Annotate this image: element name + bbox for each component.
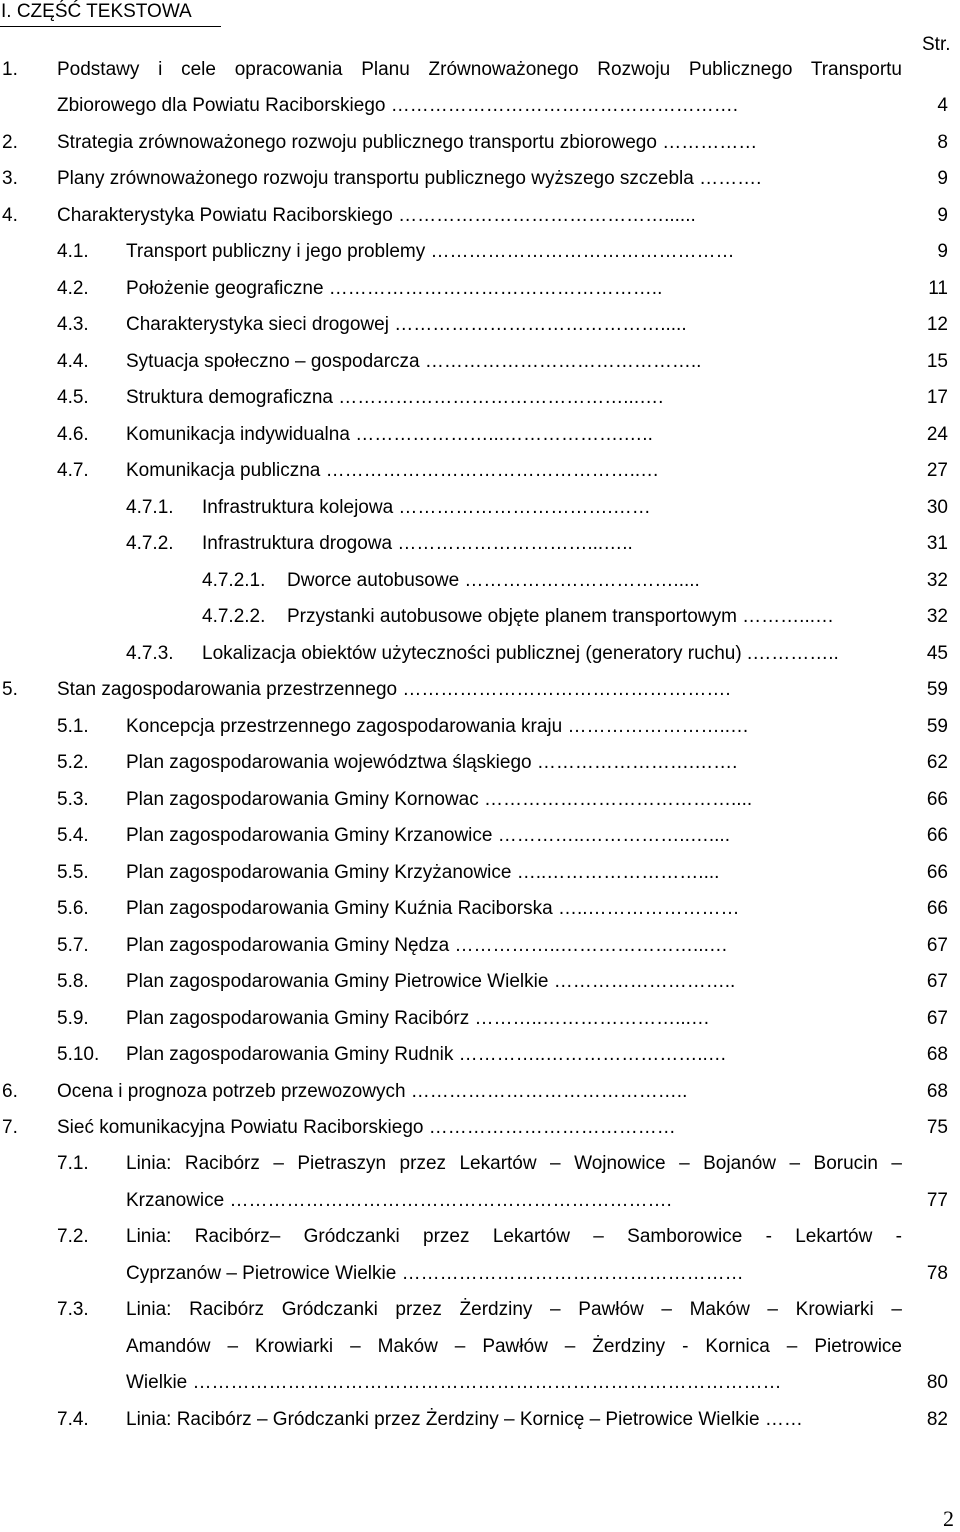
- toc-entry: [0, 1368, 960, 1398]
- toc-entry-title: Położenie geograficzne ……………………………………………..: [126, 278, 663, 299]
- toc-entry: [0, 1004, 960, 1034]
- toc-entry-title: Charakterystyka Powiatu Raciborskiego ……………………………………......: [57, 205, 696, 226]
- toc-entry-page: 66: [926, 862, 948, 883]
- toc-entry-title: Koncepcja przestrzennego zagospodarowania kraju ……………………..…: [126, 716, 750, 737]
- toc-entry-title: Podstawy i cele opracowania Planu Zrównoważonego Rozwoju Publicznego Transportu: [57, 59, 902, 80]
- toc-entry-title: Transport publiczny i jego problemy …………………………………………: [126, 241, 735, 262]
- toc-entry-page: 45: [926, 643, 948, 664]
- toc-entry-title: Linia: Racibórz Gródczanki przez Żerdziny – Pawłów – Maków – Krowiarki –: [126, 1299, 902, 1320]
- toc-entry-page: 62: [926, 752, 948, 773]
- toc-entry-number: 5.6.: [57, 898, 89, 919]
- toc-entry-number: 5.1.: [57, 716, 89, 737]
- toc-entry-number: 7.: [2, 1117, 18, 1138]
- toc-entry: [0, 347, 960, 377]
- toc-entry-page: 30: [926, 497, 948, 518]
- toc-entry-page: 4: [937, 95, 948, 116]
- toc-entry-page: 59: [926, 679, 948, 700]
- toc-entry-page: 80: [926, 1372, 948, 1393]
- toc-entry-title: Plan zagospodarowania Gminy Nędza ……………..…………………...…: [126, 935, 728, 956]
- toc-entry: [0, 456, 960, 486]
- toc-entry-title: Plany zrównoważonego rozwoju transportu publicznego wyższego szczebla ……….: [57, 168, 762, 189]
- toc-entry-number: 7.3.: [57, 1299, 89, 1320]
- toc-entry-number: 3.: [2, 168, 18, 189]
- toc-entry: [0, 821, 960, 851]
- toc-entry-number: 4.: [2, 205, 18, 226]
- toc-entry: [0, 91, 960, 121]
- toc-entry-title: Infrastruktura drogowa …………………………...…..: [202, 533, 633, 554]
- toc-entry: [0, 1332, 960, 1362]
- toc-entry-title: Linia: Racibórz – Pietraszyn przez Lekartów – Wojnowice – Bojanów – Borucin –: [126, 1153, 902, 1174]
- toc-entry-number: 4.7.2.2.: [202, 606, 266, 627]
- toc-entry-page: 32: [926, 606, 948, 627]
- toc-entry-number: 4.6.: [57, 424, 89, 445]
- toc-entry-number: 4.7.2.1.: [202, 570, 266, 591]
- toc-entry-number: 5.8.: [57, 971, 89, 992]
- toc-entry: [0, 1295, 960, 1325]
- toc-entry-page: 67: [926, 935, 948, 956]
- toc-entry-number: 4.7.1.: [126, 497, 174, 518]
- toc-entry-page: 15: [926, 351, 948, 372]
- toc-entry: [0, 310, 960, 340]
- toc-entry-title: Ocena i prognoza potrzeb przewozowych ……………………………………..: [57, 1081, 688, 1102]
- toc-entry-number: 4.1.: [57, 241, 89, 262]
- toc-entry: [0, 274, 960, 304]
- toc-entry-page: 12: [926, 314, 948, 335]
- toc-entry-page: 66: [926, 789, 948, 810]
- toc-entry: [0, 1222, 960, 1252]
- toc-entry-number: 4.3.: [57, 314, 89, 335]
- toc-entry-page: 66: [926, 825, 948, 846]
- toc-entry: [0, 201, 960, 231]
- toc-entry-title: Amandów – Krowiarki – Maków – Pawłów – Żerdziny - Kornica – Pietrowice: [126, 1336, 902, 1357]
- toc-entry: [0, 383, 960, 413]
- toc-entry-page: 67: [926, 971, 948, 992]
- toc-entry: [0, 858, 960, 888]
- toc-entry-page: 82: [926, 1409, 948, 1430]
- toc-entry: [0, 675, 960, 705]
- toc-entry-title: Zbiorowego dla Powiatu Raciborskiego ……………………………………………….: [57, 95, 739, 116]
- toc-entry-title: Plan zagospodarowania Gminy Racibórz ………..…………………...…: [126, 1008, 710, 1029]
- toc-entry-number: 4.4.: [57, 351, 89, 372]
- toc-entry: [0, 55, 960, 85]
- toc-entry: [0, 894, 960, 924]
- toc-entry: [0, 493, 960, 523]
- toc-entry: [0, 602, 960, 632]
- toc-entry-title: Plan zagospodarowania Gminy Krzyżanowice …..……………………....: [126, 862, 720, 883]
- toc-entry: [0, 420, 960, 450]
- toc-entry: [0, 529, 960, 559]
- toc-entry: [0, 128, 960, 158]
- toc-entry-page: 27: [926, 460, 948, 481]
- toc-entry-title: Lokalizacja obiektów użyteczności publicznej (generatory ruchu) .…………..: [202, 643, 839, 664]
- toc-entry-number: 5.3.: [57, 789, 89, 810]
- page-number: 2: [943, 1506, 954, 1531]
- toc-entry-page: 67: [926, 1008, 948, 1029]
- toc-entry-title: Plan zagospodarowania Gminy Kuźnia Raciborska …..……………………: [126, 898, 740, 919]
- toc-entry-number: 5.4.: [57, 825, 89, 846]
- toc-entry-number: 6.: [2, 1081, 18, 1102]
- toc-entry-page: 9: [937, 241, 948, 262]
- toc-entry-page: 11: [928, 278, 948, 299]
- toc-entry-title: Dworce autobusowe …………………………….....: [287, 570, 700, 591]
- toc-entry-number: 7.4.: [57, 1409, 89, 1430]
- page-column-label: Str.: [922, 34, 951, 55]
- toc-entry-number: 5.10.: [57, 1044, 100, 1065]
- toc-entry: [0, 1259, 960, 1289]
- toc-entry-title: Stan zagospodarowania przestrzennego …………………………………………….: [57, 679, 731, 700]
- toc-entry: [0, 1149, 960, 1179]
- toc-entry-title: Charakterystyka sieci drogowej …………………………………….....: [126, 314, 687, 335]
- toc-entry: [0, 237, 960, 267]
- section-header: [0, 0, 221, 27]
- toc-entry-number: 4.7.2.: [126, 533, 174, 554]
- toc-entry: [0, 712, 960, 742]
- toc-entry-title: Plan zagospodarowania Gminy Rudnik …………..……………………..…: [126, 1044, 727, 1065]
- toc-entry-number: 4.5.: [57, 387, 89, 408]
- toc-entry: [0, 1040, 960, 1070]
- toc-entry-page: 8: [937, 132, 948, 153]
- toc-entry-title: Sytuacja społeczno – gospodarcza ……………………………………..: [126, 351, 702, 372]
- toc-entry-title: Linia: Racibórz – Gródczanki przez Żerdziny – Kornicę – Pietrowice Wielkie ……: [126, 1409, 803, 1430]
- section-header-title: I. CZĘŚĆ TEKSTOWA: [1, 1, 192, 22]
- toc-entry-page: 77: [926, 1190, 948, 1211]
- toc-entry-page: 68: [926, 1081, 948, 1102]
- toc-entry-number: 4.2.: [57, 278, 89, 299]
- toc-entry-number: 5.5.: [57, 862, 89, 883]
- toc-entry-number: 2.: [2, 132, 18, 153]
- toc-entry-number: 5.7.: [57, 935, 89, 956]
- toc-entry: [0, 639, 960, 669]
- toc-entry: [0, 748, 960, 778]
- toc-entry-title: Krzanowice …………………………………………………………….: [126, 1190, 672, 1211]
- toc-entry: [0, 931, 960, 961]
- toc-entry-title: Plan zagospodarowania Gminy Pietrowice Wielkie ………………………..: [126, 971, 736, 992]
- toc-entry-title: Infrastruktura kolejowa …………………………….……: [202, 497, 651, 518]
- toc-entry: [0, 1113, 960, 1143]
- toc-entry: [0, 785, 960, 815]
- toc-entry-number: 7.2.: [57, 1226, 89, 1247]
- toc-entry-title: Struktura demograficzna ………………………………………...….: [126, 387, 664, 408]
- toc-entry-number: 4.7.: [57, 460, 89, 481]
- toc-entry: [0, 164, 960, 194]
- toc-entry-page: 68: [926, 1044, 948, 1065]
- toc-entry-number: 7.1.: [57, 1153, 89, 1174]
- toc-entry: [0, 1405, 960, 1435]
- toc-entry-page: 78: [926, 1263, 948, 1284]
- toc-entry-number: 5.2.: [57, 752, 89, 773]
- toc-entry-title: Plan zagospodarowania Gminy Kornowac …………………………………....: [126, 789, 753, 810]
- toc-entry: [0, 1077, 960, 1107]
- toc-entry-number: 1.: [2, 59, 18, 80]
- toc-entry-number: 5.9.: [57, 1008, 89, 1029]
- toc-entry-title: Plan zagospodarowania Gminy Krzanowice …………..……………..…....: [126, 825, 730, 846]
- toc-entry-page: 24: [926, 424, 948, 445]
- toc-entry: [0, 967, 960, 997]
- toc-entry-title: Linia: Racibórz– Gródczanki przez Lekartów – Samborowice - Lekartów -: [126, 1226, 902, 1247]
- toc-entry-page: 9: [937, 205, 948, 226]
- toc-entry-page: 59: [926, 716, 948, 737]
- toc-entry-page: 66: [926, 898, 948, 919]
- toc-entry: [0, 1186, 960, 1216]
- toc-entry-title: Cyprzanów – Pietrowice Wielkie ………………………………………………: [126, 1263, 744, 1284]
- toc-entry-number: 5.: [2, 679, 18, 700]
- toc-entry-page: 9: [937, 168, 948, 189]
- toc-entry-page: 17: [926, 387, 948, 408]
- toc-entry-title: Komunikacja indywidualna …………………...……………….…..: [126, 424, 653, 445]
- toc-entry-title: Komunikacja publiczna …………………………………………..…: [126, 460, 660, 481]
- toc-entry-title: Przystanki autobusowe objęte planem transportowym ………...…: [287, 606, 835, 627]
- toc-entry-title: Plan zagospodarowania województwa śląskiego …………………….…….: [126, 752, 738, 773]
- toc-entry: [0, 566, 960, 596]
- toc-entry-title: Wielkie …………………………………………………………………………………: [126, 1372, 782, 1393]
- toc-entry-page: 75: [926, 1117, 948, 1138]
- toc-entry-page: 31: [926, 533, 948, 554]
- toc-entry-page: 32: [926, 570, 948, 591]
- toc-entry-title: Sieć komunikacyjna Powiatu Raciborskiego …………………………………: [57, 1117, 676, 1138]
- toc-entry-title: Strategia zrównoważonego rozwoju publicznego transportu zbiorowego ……………: [57, 132, 758, 153]
- toc-entry-number: 4.7.3.: [126, 643, 174, 664]
